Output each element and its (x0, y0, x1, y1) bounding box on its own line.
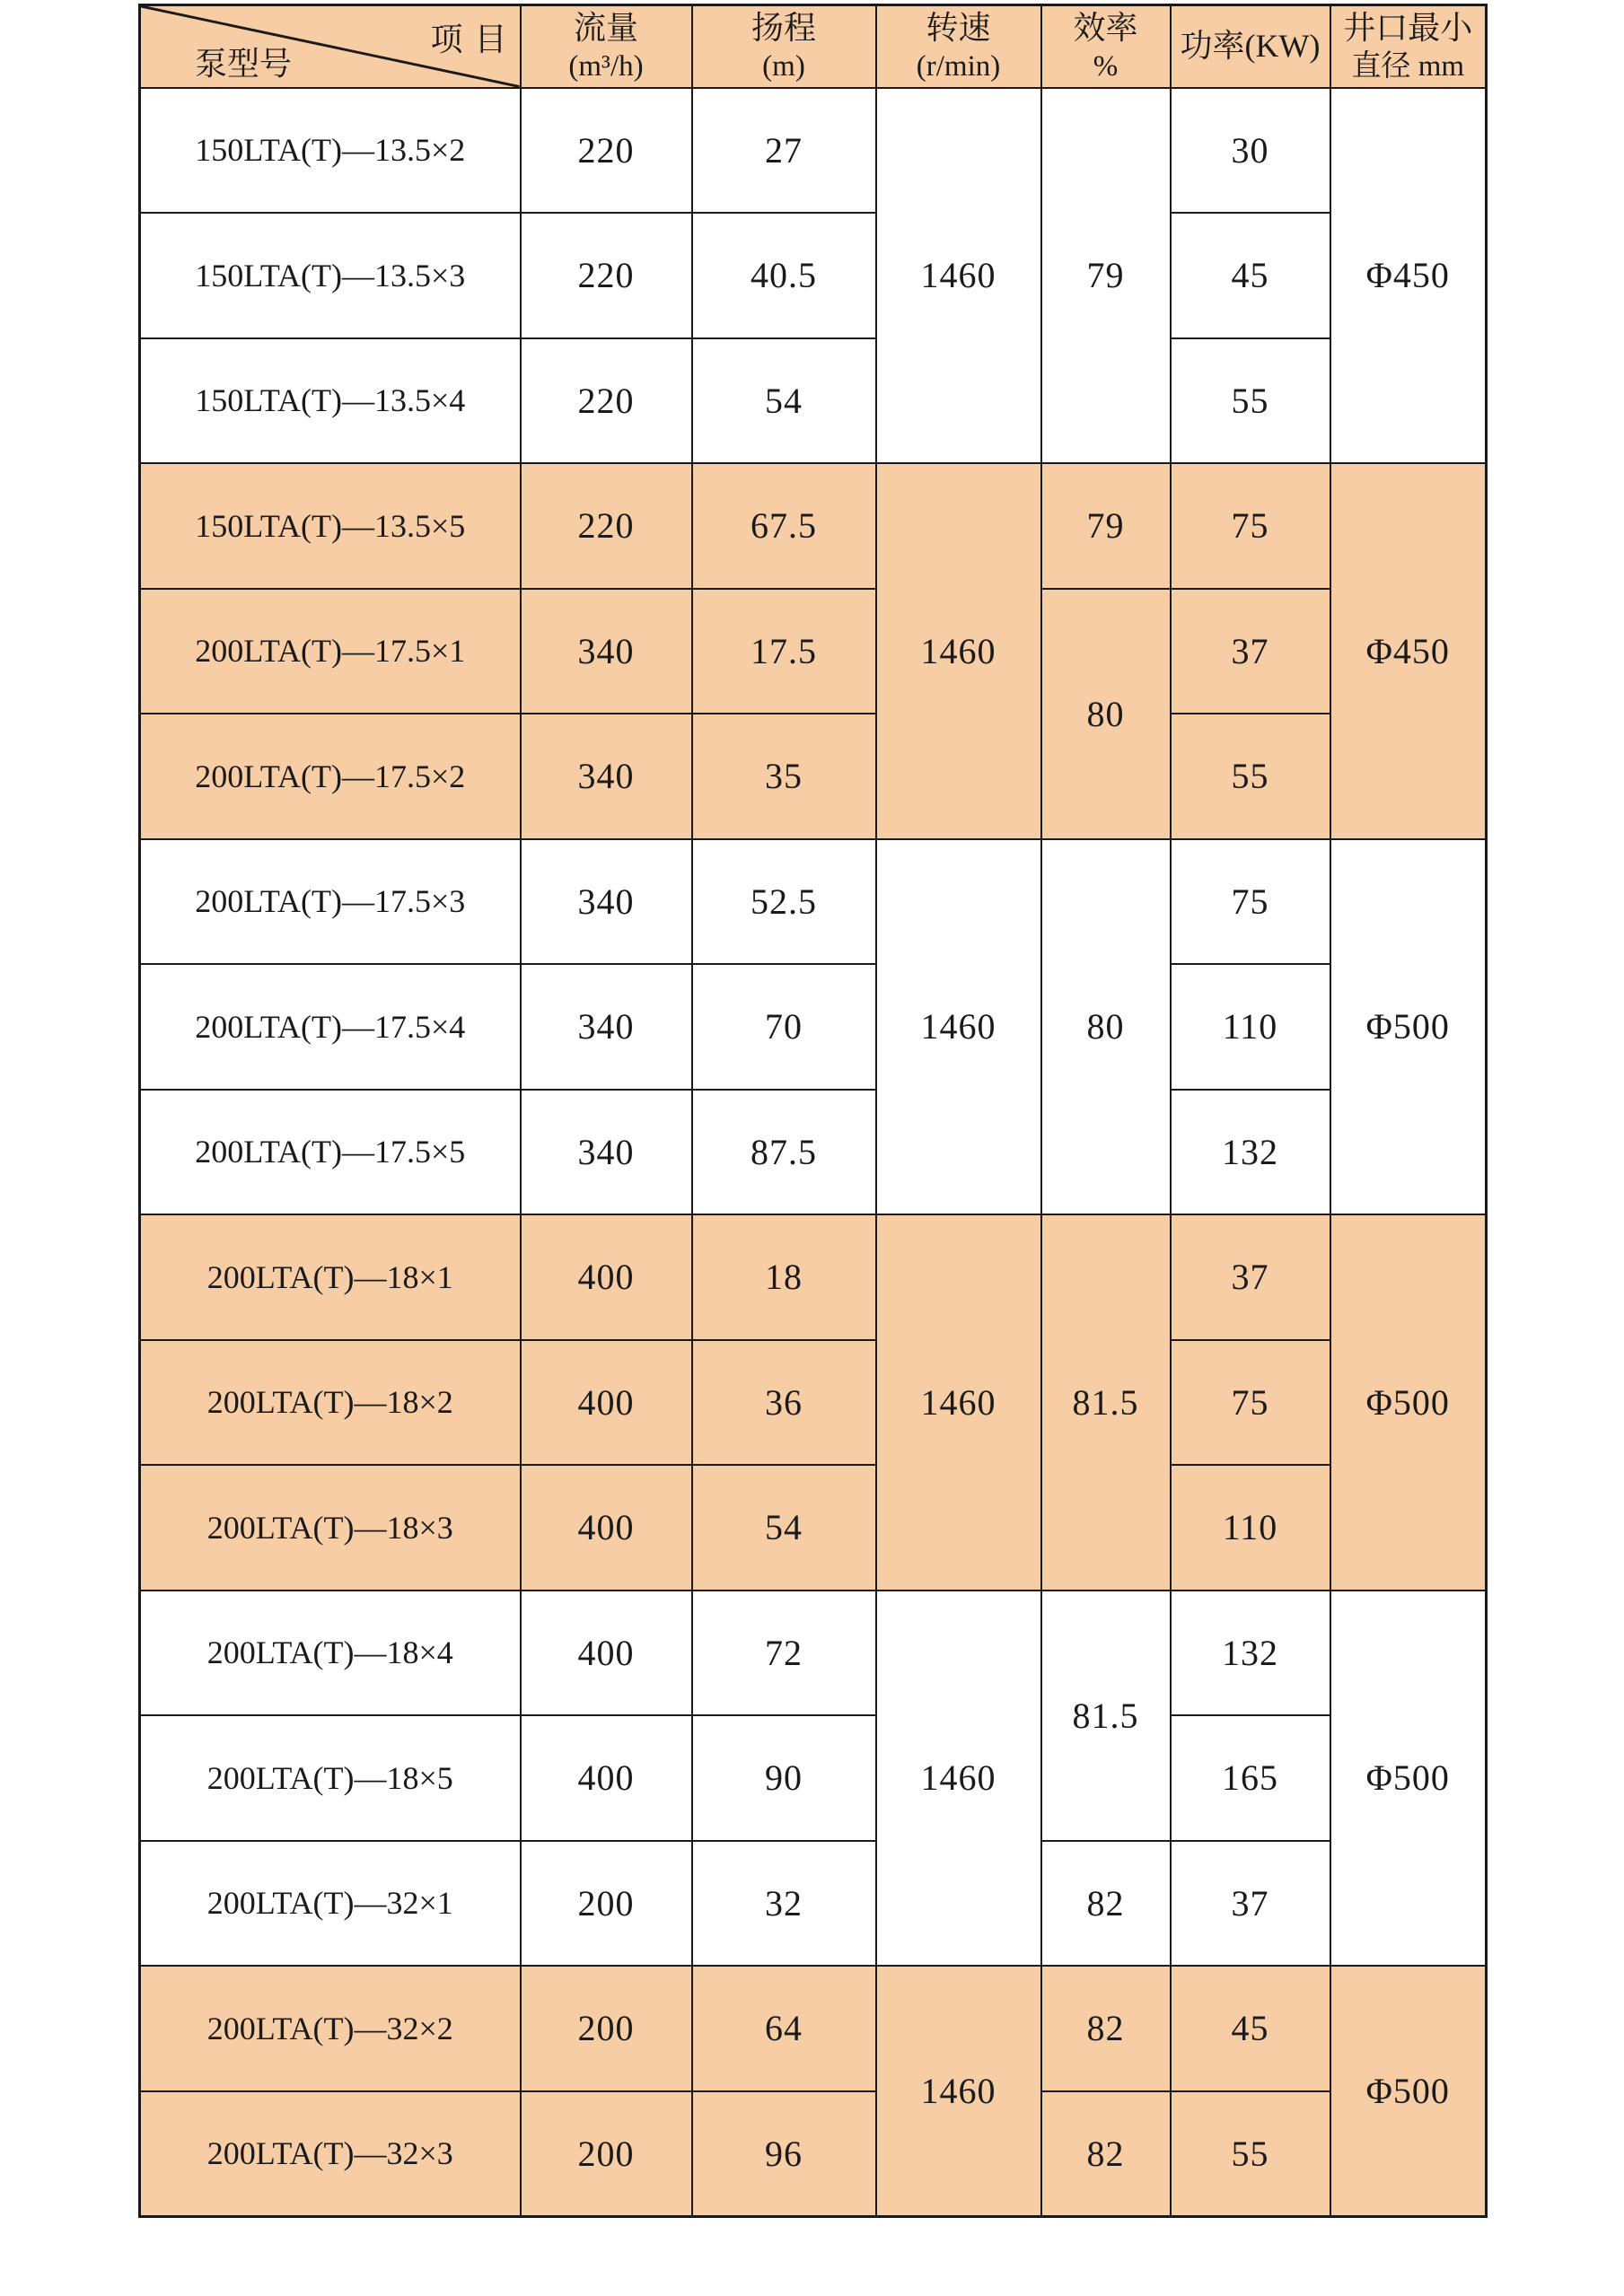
value-cell: 27 (692, 88, 876, 214)
table-row (140, 1966, 1487, 2091)
value-cell: 400 (521, 1465, 692, 1591)
value-cell: 54 (692, 1465, 876, 1591)
value-cell: 1460 (876, 463, 1041, 839)
value-cell: Φ500 (1330, 839, 1487, 1215)
header-col-efficiency (1041, 5, 1171, 88)
value-cell: 80 (1041, 589, 1171, 839)
value-cell: 1460 (876, 1966, 1041, 2216)
value-cell: 165 (1171, 1715, 1330, 1841)
value-cell: 79 (1041, 88, 1171, 464)
header-power-title: 功率(KW) (1180, 27, 1321, 64)
value-cell: 17.5 (692, 589, 876, 714)
pump-model-cell: 200LTA(T)—18×1 (140, 1214, 521, 1340)
value-cell: 54 (692, 338, 876, 464)
pump-model-cell: 200LTA(T)—32×3 (140, 2091, 521, 2217)
value-cell: 70 (692, 964, 876, 1090)
value-cell: 1460 (876, 1591, 1041, 1967)
header-corner-cell (140, 5, 521, 88)
value-cell: 37 (1171, 1841, 1330, 1967)
value-cell: 75 (1171, 839, 1330, 965)
table-row (140, 338, 1487, 464)
value-cell: 220 (521, 338, 692, 464)
pump-model-cell: 200LTA(T)—17.5×2 (140, 714, 521, 839)
table-row (140, 1214, 1487, 1340)
value-cell: 52.5 (692, 839, 876, 965)
value-cell: 1460 (876, 88, 1041, 464)
value-cell: 75 (1171, 463, 1330, 589)
value-cell: 220 (521, 213, 692, 338)
pump-model-cell: 200LTA(T)—17.5×3 (140, 839, 521, 965)
header-efficiency-unit: % (1093, 49, 1119, 83)
header-col-well-diameter (1330, 5, 1487, 88)
value-cell: 1460 (876, 839, 1041, 1215)
table-row (140, 88, 1487, 214)
pump-model-cell: 200LTA(T)—32×1 (140, 1841, 521, 1967)
value-cell: 79 (1041, 463, 1171, 589)
table-row (140, 964, 1487, 1090)
header-pump-model-label: 泵型号 (195, 45, 293, 82)
header-col-power (1171, 5, 1330, 88)
value-cell: 90 (692, 1715, 876, 1841)
value-cell: 340 (521, 589, 692, 714)
header-flow-unit: (m³/h) (568, 49, 644, 83)
value-cell: 81.5 (1041, 1214, 1171, 1591)
pump-model-cell: 200LTA(T)—17.5×5 (140, 1090, 521, 1215)
table-row (140, 1841, 1487, 1967)
pump-model-cell: 200LTA(T)—17.5×1 (140, 589, 521, 714)
value-cell: 45 (1171, 1966, 1330, 2091)
header-head-unit: (m) (762, 49, 805, 83)
table-row (140, 839, 1487, 965)
value-cell: 35 (692, 714, 876, 839)
table-row (140, 463, 1487, 589)
table-row (140, 1591, 1487, 1716)
table-row (140, 1715, 1487, 1841)
pump-model-cell: 200LTA(T)—17.5×4 (140, 964, 521, 1090)
value-cell: 82 (1041, 1841, 1171, 1967)
value-cell: 40.5 (692, 213, 876, 338)
table-row (140, 2091, 1487, 2217)
value-cell: 200 (521, 1841, 692, 1967)
value-cell: 400 (521, 1591, 692, 1716)
value-cell: 340 (521, 1090, 692, 1215)
header-well-title: 井口最小 (1343, 9, 1473, 46)
value-cell: 81.5 (1041, 1591, 1171, 1841)
table-body (140, 88, 1487, 2217)
value-cell: 45 (1171, 213, 1330, 338)
value-cell: 37 (1171, 589, 1330, 714)
value-cell: Φ500 (1330, 1214, 1487, 1591)
value-cell: 110 (1171, 964, 1330, 1090)
value-cell: 400 (521, 1214, 692, 1340)
value-cell: 55 (1171, 714, 1330, 839)
value-cell: 96 (692, 2091, 876, 2217)
value-cell: 220 (521, 88, 692, 214)
value-cell: 82 (1041, 1966, 1171, 2091)
pump-spec-table (138, 4, 1488, 2218)
value-cell: 80 (1041, 839, 1171, 1215)
header-speed-unit: (r/min) (916, 49, 1001, 83)
value-cell: 18 (692, 1214, 876, 1340)
value-cell: Φ450 (1330, 463, 1487, 839)
value-cell: 400 (521, 1715, 692, 1841)
value-cell: 200 (521, 1966, 692, 2091)
value-cell: 64 (692, 1966, 876, 2091)
value-cell: 82 (1041, 2091, 1171, 2217)
header-col-speed (876, 5, 1041, 88)
value-cell: 110 (1171, 1465, 1330, 1591)
header-col-head (692, 5, 876, 88)
table-row (140, 1090, 1487, 1215)
pump-model-cell: 150LTA(T)—13.5×3 (140, 213, 521, 338)
header-item-label: 项 目 (430, 22, 509, 57)
value-cell: 132 (1171, 1090, 1330, 1215)
value-cell: 132 (1171, 1591, 1330, 1716)
value-cell: 36 (692, 1340, 876, 1466)
value-cell: 200 (521, 2091, 692, 2217)
value-cell: 30 (1171, 88, 1330, 214)
pump-model-cell: 150LTA(T)—13.5×5 (140, 463, 521, 589)
table-row (140, 213, 1487, 338)
value-cell: 37 (1171, 1214, 1330, 1340)
value-cell: 340 (521, 964, 692, 1090)
pump-model-cell: 200LTA(T)—18×2 (140, 1340, 521, 1466)
header-head-title: 扬程 (751, 9, 816, 46)
value-cell: 75 (1171, 1340, 1330, 1466)
table-row (140, 714, 1487, 839)
pump-model-cell: 150LTA(T)—13.5×4 (140, 338, 521, 464)
value-cell: 400 (521, 1340, 692, 1466)
value-cell: 55 (1171, 338, 1330, 464)
table-row (140, 589, 1487, 714)
value-cell: 340 (521, 839, 692, 965)
pump-model-cell: 200LTA(T)—18×4 (140, 1591, 521, 1716)
pump-model-cell: 150LTA(T)—13.5×2 (140, 88, 521, 214)
table-row (140, 1465, 1487, 1591)
value-cell: Φ500 (1330, 1591, 1487, 1967)
value-cell: 220 (521, 463, 692, 589)
value-cell: Φ450 (1330, 88, 1487, 464)
value-cell: 55 (1171, 2091, 1330, 2217)
header-efficiency-title: 效率 (1073, 9, 1138, 46)
header-speed-title: 转速 (926, 9, 991, 46)
value-cell: 67.5 (692, 463, 876, 589)
value-cell: 32 (692, 1841, 876, 1967)
header-row (140, 5, 1487, 88)
pump-model-cell: 200LTA(T)—18×5 (140, 1715, 521, 1841)
value-cell: Φ500 (1330, 1966, 1487, 2216)
header-well-unit: 直径 mm (1351, 49, 1465, 83)
table-row (140, 1340, 1487, 1466)
value-cell: 1460 (876, 1214, 1041, 1591)
header-flow-title: 流量 (573, 9, 638, 46)
header-col-flow (521, 5, 692, 88)
value-cell: 72 (692, 1591, 876, 1716)
pump-model-cell: 200LTA(T)—18×3 (140, 1465, 521, 1591)
pump-model-cell: 200LTA(T)—32×2 (140, 1966, 521, 2091)
value-cell: 340 (521, 714, 692, 839)
value-cell: 87.5 (692, 1090, 876, 1215)
